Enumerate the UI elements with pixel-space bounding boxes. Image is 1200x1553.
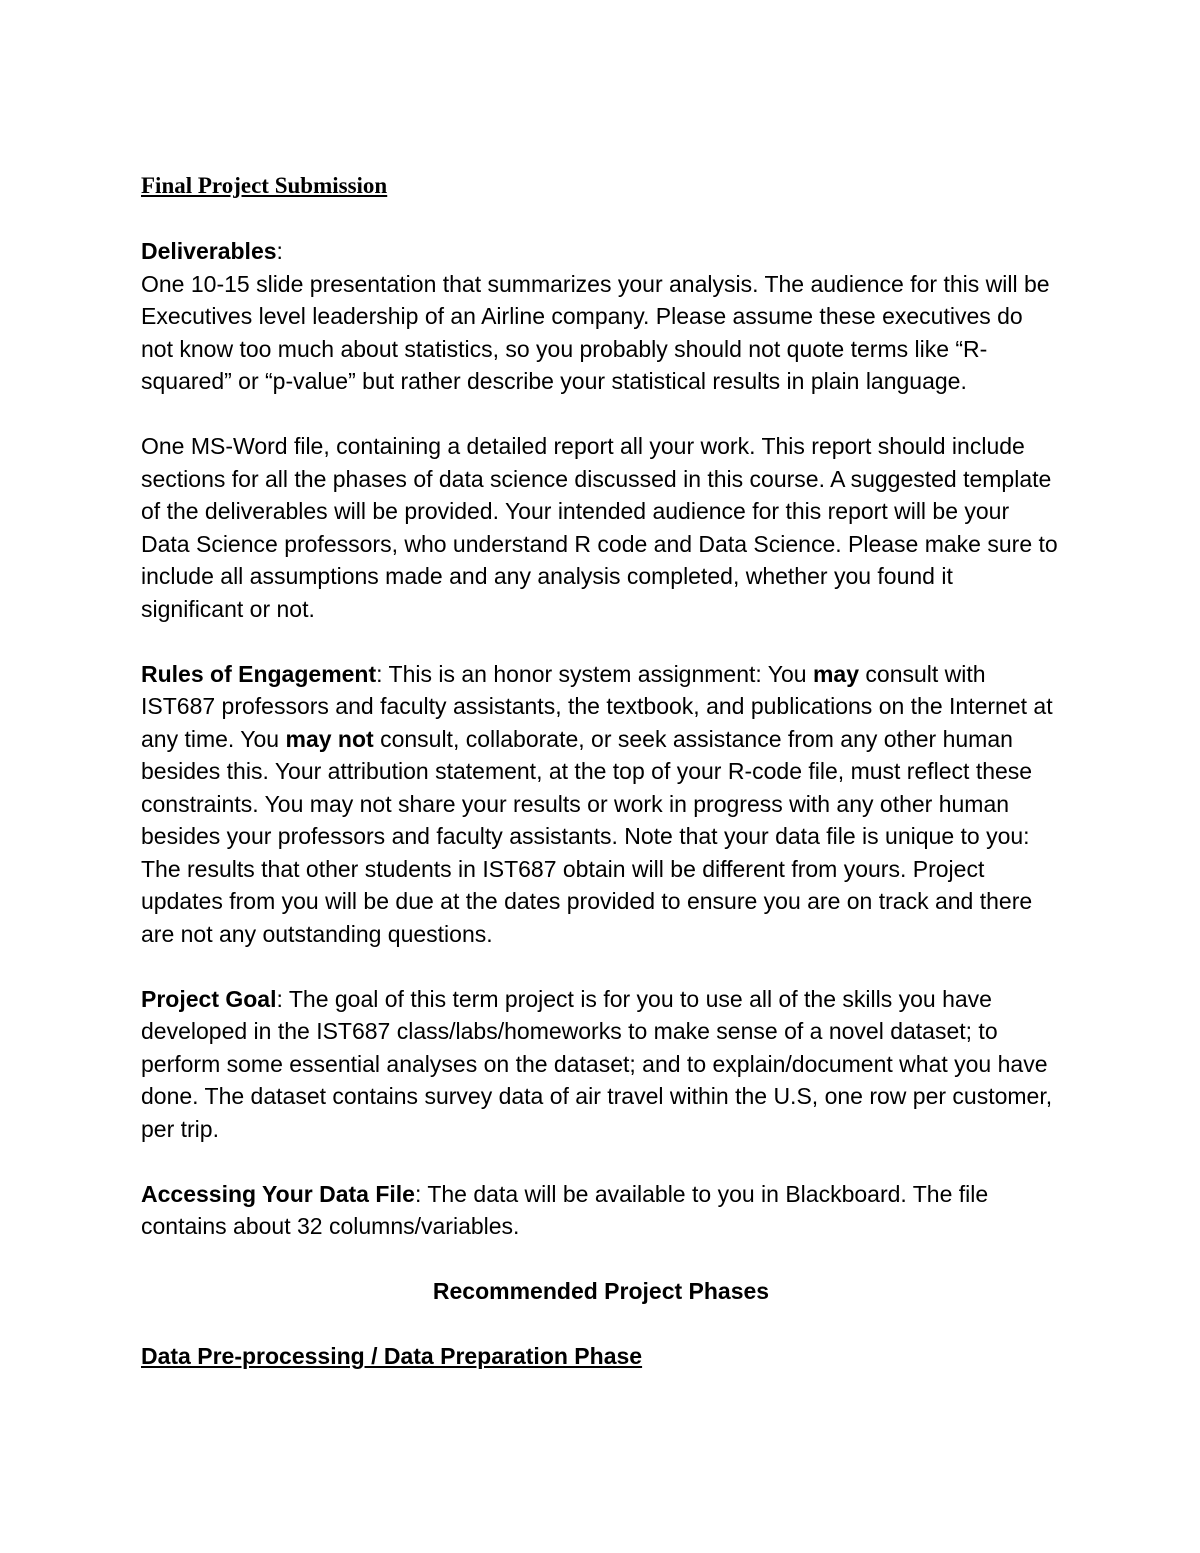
deliverables-report-paragraph: One MS-Word file, containing a detailed report all your work. This report should include sections for all the phases of data science discussed in this course. A suggested template of the deliverables will be provided. Your intended audience for this report will be your Data Science professors, who understand R code and Data Science. Please make sure to include all assumptions made and any analysis completed, whether you found it significant or not. — [141, 433, 1058, 622]
goal-label: Project Goal — [141, 985, 277, 1012]
phases-heading: Recommended Project Phases — [432, 1278, 770, 1304]
document-page — [141, 170, 1061, 1373]
phase1-heading: Data Pre-processing / Data Preparation Phase — [141, 1343, 643, 1369]
deliverables-colon: : — [276, 238, 283, 264]
rules-text-c: consult, collaborate, or seek assistance from any other human besides this. Your attribution statement, at the top of your R-code file, must reflect these constraints. You may not share your results or work in progress with any other human besides your professors and faculty assistants. Note that your data file is unique to you: The results that other students in IST687 obtain will be different from yours. Project updates from you will be due at the dates provided to ensure you are on track and there are not any outstanding questions. — [141, 725, 1033, 947]
data-file-label: Accessing Your Data File — [141, 1180, 415, 1207]
deliverables-section — [141, 235, 1061, 398]
rules-may: may — [812, 660, 860, 687]
project-goal-section — [141, 983, 1061, 1146]
rules-text-a: : This is an honor system assignment: You — [376, 660, 813, 687]
goal-text: : The goal of this term project is for you to use all of the skills you have developed in the IST687 class/labs/homeworks to make sense of a novel dataset; to perform some essential analyses on the dataset; and to explain/document what you have done. The dataset contains survey data of air travel within the U.S, one row per customer, per trip. — [141, 985, 1053, 1142]
data-file-text: : The data will be available to you in Blackboard. The file contains about 32 columns/variables. — [141, 1180, 989, 1239]
rules-may-not: may not — [285, 725, 374, 752]
deliverables-presentation-text: One 10-15 slide presentation that summarizes your analysis. The audience for this will be Executives level leadership of an Airline company. Please assume these executives do not know too much about statistics, so you probably should not quote terms like “R-squared” or “p-value” but rather describe your statistical results in plain language. — [141, 270, 1050, 394]
rules-label: Rules of Engagement — [141, 660, 377, 687]
rules-text-b: consult with IST687 professors and faculty assistants, the textbook, and publications on the Internet at any time. You — [141, 660, 1053, 752]
data-file-section — [141, 1178, 1061, 1243]
rules-of-engagement-section — [141, 658, 1061, 951]
deliverables-label: Deliverables — [141, 238, 277, 264]
document-title: Final Project Submission — [141, 173, 388, 198]
